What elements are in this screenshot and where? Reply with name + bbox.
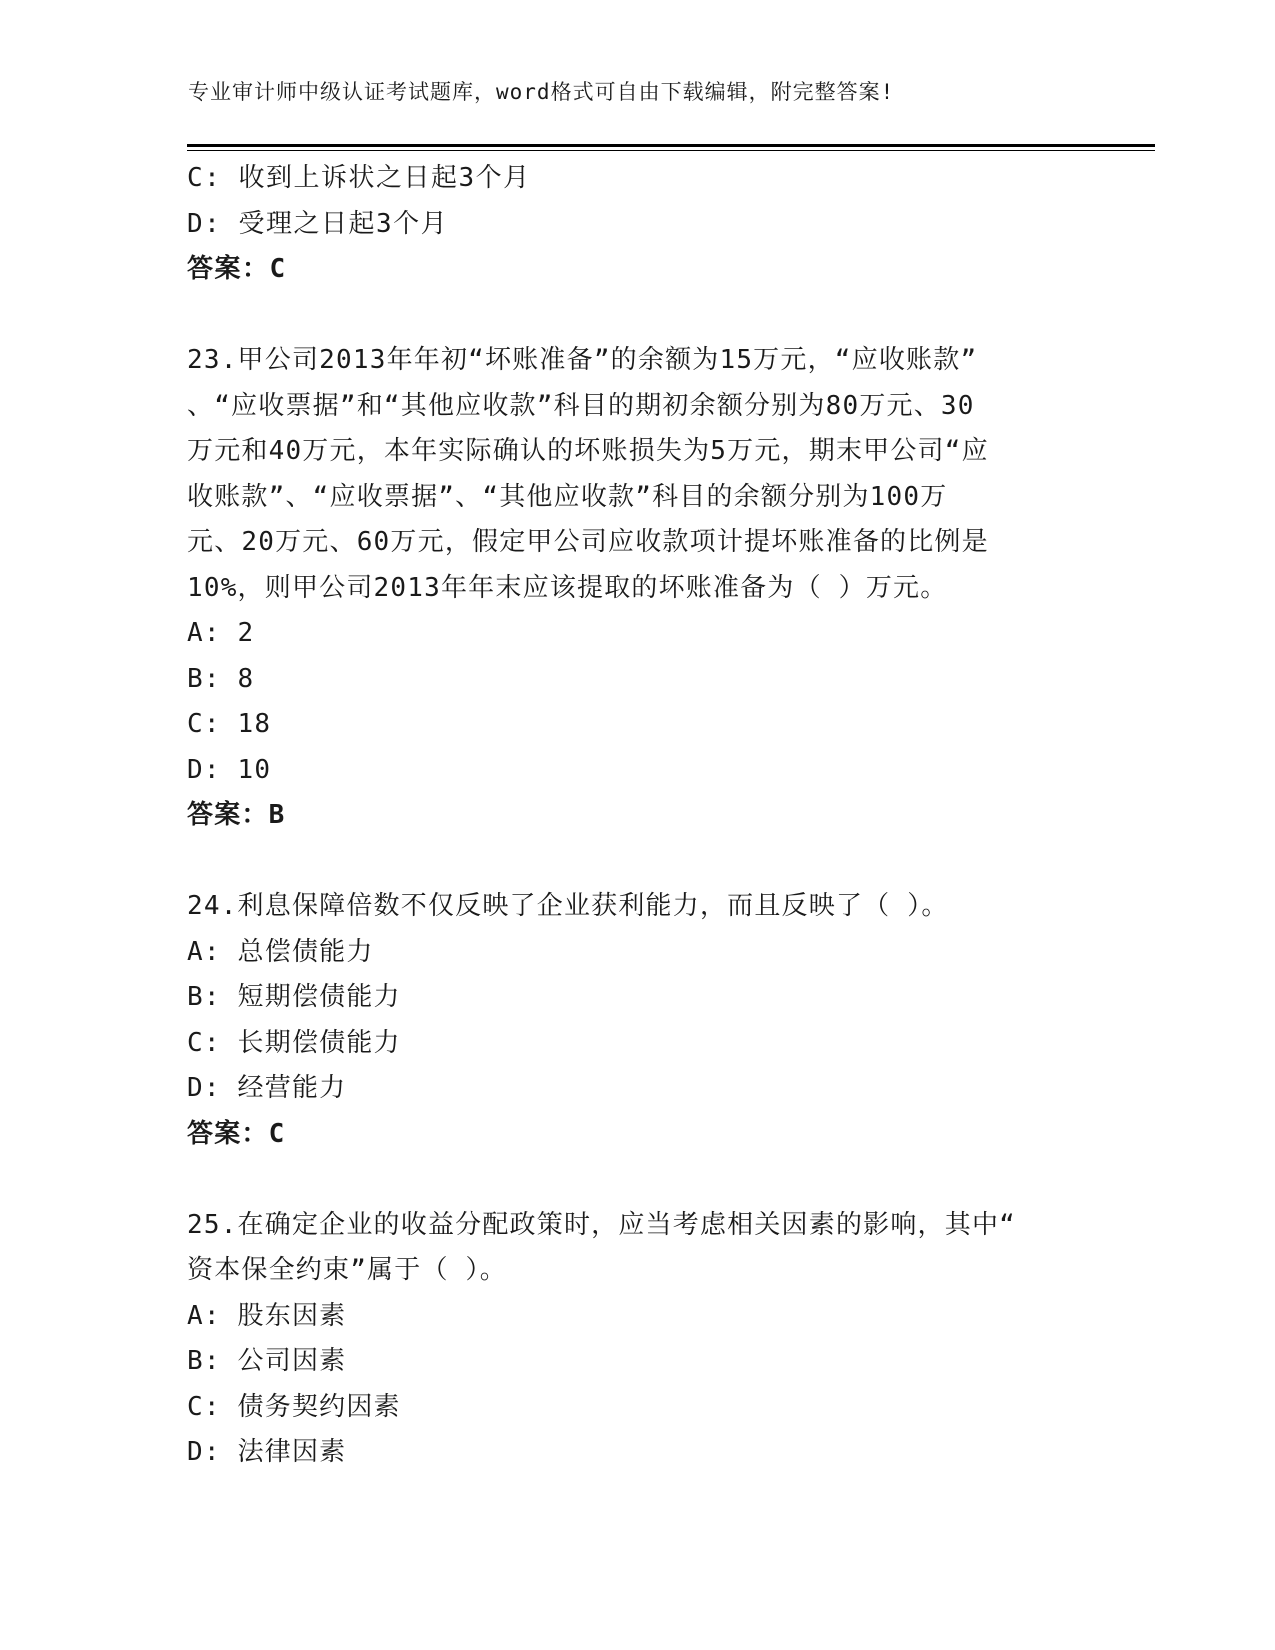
question-list: [187, 156, 1087, 1476]
option-c: C: 债务契约因素: [187, 1391, 401, 1422]
spacer: [187, 1157, 1087, 1203]
option-a: A: 2: [187, 618, 255, 648]
question-text-line: 资本保全约束”属于（ ）。: [187, 1255, 507, 1285]
question-23: [187, 338, 1087, 839]
option-b: B: 8: [187, 663, 255, 694]
header-divider-thick: [187, 144, 1155, 147]
option-d: D: 经营能力: [187, 1073, 347, 1103]
question-24: [187, 884, 1087, 1157]
option-b: B: 短期偿债能力: [187, 982, 401, 1012]
question-text-line: 25.在确定企业的收益分配政策时，应当考虑相关因素的影响，其中“: [187, 1209, 1017, 1240]
question-text-line: 收账款”、“应收票据”、“其他应收款”科目的余额分别为100万: [187, 481, 948, 512]
question-text-line: 、“应收票据”和“其他应收款”科目的期初余额分别为80万元、30: [187, 390, 975, 421]
question-text-line: 10%，则甲公司2013年年末应该提取的坏账准备为（ ）万元。: [187, 572, 948, 603]
question-text-line: 元、20万元、60万元，假定甲公司应收款项计提坏账准备的比例是: [187, 527, 989, 557]
option-a: A: 总偿债能力: [187, 936, 374, 967]
page-header: 专业审计师中级认证考试题库，word格式可自由下载编辑，附完整答案!: [188, 80, 895, 104]
option-d: D: 受理之日起3个月: [187, 208, 449, 239]
header-divider-thin: [187, 150, 1155, 151]
question-25: [187, 1203, 1087, 1476]
option-c: C: 收到上诉状之日起3个月: [187, 163, 531, 193]
question-text-line: 23.甲公司2013年年初“坏账准备”的余额为15万元，“应收账款”: [187, 345, 978, 375]
question-22-tail: [187, 156, 1087, 293]
answer: 答案：C: [187, 254, 287, 284]
option-c: C: 长期偿债能力: [187, 1027, 401, 1058]
option-c: C: 18: [187, 709, 272, 739]
answer: 答案：B: [187, 800, 286, 830]
question-text-line: 24.利息保障倍数不仅反映了企业获利能力，而且反映了（ ）。: [187, 891, 949, 921]
option-a: A: 股东因素: [187, 1300, 347, 1331]
spacer: [187, 293, 1087, 339]
spacer: [187, 839, 1087, 885]
question-text-line: 万元和40万元，本年实际确认的坏账损失为5万元，期末甲公司“应: [187, 436, 989, 466]
option-d: D: 法律因素: [187, 1437, 347, 1467]
answer: 答案：C: [187, 1118, 286, 1149]
option-d: D: 10: [187, 754, 272, 785]
option-b: B: 公司因素: [187, 1346, 347, 1376]
